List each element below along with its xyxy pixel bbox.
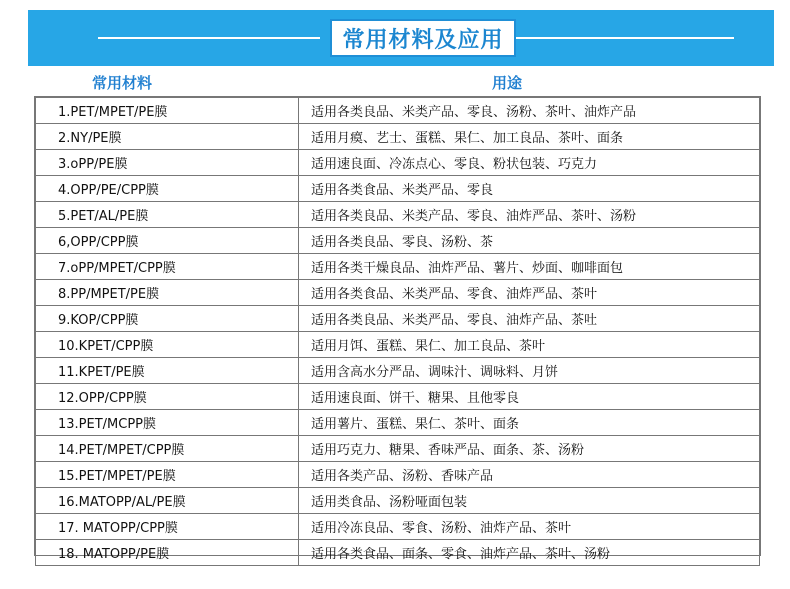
usage-cell: 适用含高水分严品、调味汁、调咏料、月饼: [299, 358, 760, 384]
table-row: [36, 384, 760, 410]
material-cell: 2.NY/PE膜: [36, 124, 299, 150]
material-cell: 11.KPET/PE膜: [36, 358, 299, 384]
material-cell: 4.OPP/PE/CPP膜: [36, 176, 299, 202]
material-cell: 8.PP/MPET/PE膜: [36, 280, 299, 306]
table-row: [36, 540, 760, 566]
banner-divider-right: [512, 37, 734, 39]
usage-cell: 适用速良面、饼干、糖果、且他零良: [299, 384, 760, 410]
materials-table-body: [36, 98, 760, 566]
material-cell: 13.PET/MCPP膜: [36, 410, 299, 436]
page-title: 常用材料及应用: [342, 27, 504, 53]
table-row: [36, 358, 760, 384]
table-row: [36, 410, 760, 436]
header-banner: [28, 10, 774, 66]
material-cell: 14.PET/MPET/CPP膜: [36, 436, 299, 462]
table-row: [36, 98, 760, 124]
material-cell: 5.PET/AL/PE膜: [36, 202, 299, 228]
table-row: [36, 306, 760, 332]
material-cell: 3.oPP/PE膜: [36, 150, 299, 176]
usage-cell: 适用类食品、汤粉哑面包装: [299, 488, 760, 514]
usage-cell: 适用各类干燥良品、油炸严品、薯片、炒面、咖啡面包: [299, 254, 760, 280]
usage-cell: 适用冷冻良品、零食、汤粉、油炸产品、茶叶: [299, 514, 760, 540]
table-row: [36, 436, 760, 462]
material-cell: 15.PET/MPET/PE膜: [36, 462, 299, 488]
column-header-material: 常用材料: [92, 74, 153, 92]
table-row: [36, 280, 760, 306]
usage-cell: 适用各类良品、零良、汤粉、茶: [299, 228, 760, 254]
usage-cell: 适用巧克力、糖果、香味严品、面条、茶、汤粉: [299, 436, 760, 462]
usage-cell: 适用月饵、蛋糕、果仁、加工良品、茶叶: [299, 332, 760, 358]
table-row: [36, 202, 760, 228]
table-row: [36, 150, 760, 176]
usage-cell: 适用月瘼、艺士、蛋糕、果仁、加工良品、茶叶、面条: [299, 124, 760, 150]
usage-cell: 适用薯片、蛋糕、果仁、茶叶、面条: [299, 410, 760, 436]
usage-cell: 适用各类产品、汤粉、香味产品: [299, 462, 760, 488]
material-cell: 12.OPP/CPP膜: [36, 384, 299, 410]
usage-cell: 适用各类食品、米类严品、零食、油炸严品、茶叶: [299, 280, 760, 306]
banner-divider-left: [98, 37, 320, 39]
table-row: [36, 124, 760, 150]
table-row: [36, 514, 760, 540]
table-row: [36, 332, 760, 358]
table-row: [36, 176, 760, 202]
title-box: [330, 19, 516, 57]
materials-table: [34, 96, 761, 562]
usage-cell: 适用各类食品、面条、零食、油炸产品、茶叶、汤粉: [299, 540, 760, 566]
table-row: [36, 488, 760, 514]
materials-table-grid: [35, 97, 760, 566]
material-cell: 10.KPET/CPP膜: [36, 332, 299, 358]
usage-cell: 适用各类良品、米类产品、零良、油炸严品、茶叶、汤粉: [299, 202, 760, 228]
usage-cell: 适用各类良品、米类产品、零良、汤粉、茶叶、油炸产品: [299, 98, 760, 124]
material-cell: 9.KOP/CPP膜: [36, 306, 299, 332]
material-cell: 6,OPP/CPP膜: [36, 228, 299, 254]
table-row: [36, 254, 760, 280]
table-row: [36, 462, 760, 488]
usage-cell: 适用各类良品、米类严品、零良、油炸产品、茶吐: [299, 306, 760, 332]
material-cell: 18. MATOPP/PE膜: [36, 540, 299, 566]
usage-cell: 适用各类食品、米类严品、零良: [299, 176, 760, 202]
table-row: [36, 228, 760, 254]
usage-cell: 适用速良面、冷冻点心、零良、粉状包装、巧克力: [299, 150, 760, 176]
column-header-usage: 用途: [492, 74, 523, 92]
material-cell: 1.PET/MPET/PE膜: [36, 98, 299, 124]
material-cell: 16.MATOPP/AL/PE膜: [36, 488, 299, 514]
material-cell: 17. MATOPP/CPP膜: [36, 514, 299, 540]
material-cell: 7.oPP/MPET/CPP膜: [36, 254, 299, 280]
